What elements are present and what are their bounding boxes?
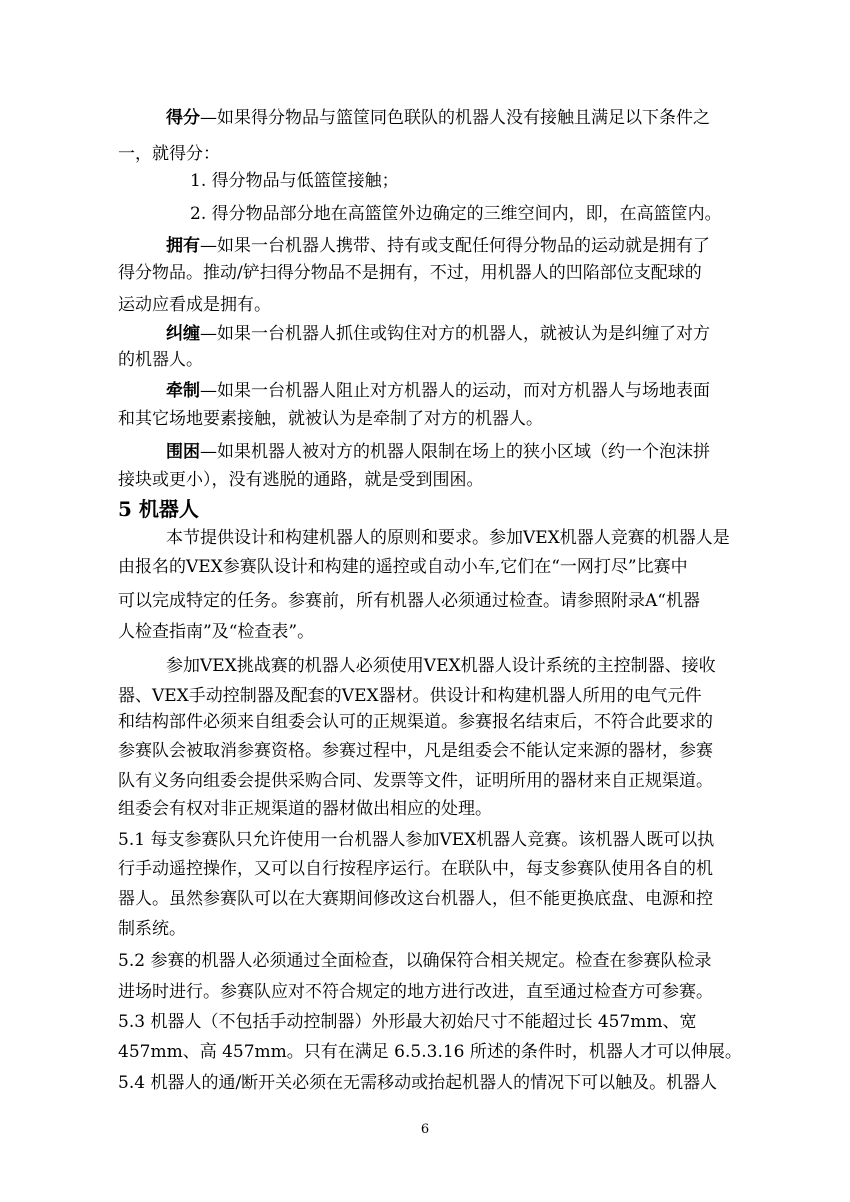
term-pin: 牵制 xyxy=(166,381,200,401)
paragraph-line: 和结构部件必须来自组委会认可的正规渠道。参赛报名结束后，不符合此要求的 xyxy=(118,712,713,732)
definition-text: —如果一台机器人携带、持有或支配任何得分物品的运动就是拥有了 xyxy=(200,236,710,256)
text-line: 一，就得分： xyxy=(118,144,220,164)
rule-line: 进场时进行。参赛队应对不符合规定的地方进行改进，直至通过检查方可参赛。 xyxy=(118,982,713,1002)
term-possess: 拥有 xyxy=(166,236,200,256)
paragraph-line: 参加VEX挑战赛的机器人必须使用VEX机器人设计系统的主控制器、接收 xyxy=(166,656,716,676)
term-entangle: 纠缠 xyxy=(166,324,200,344)
condition-item: 1. 得分物品与低篮筐接触； xyxy=(190,171,399,191)
rule-5-3: 5.3 机器人（不包括手动控制器）外形最大初始尺寸不能超过长 457mm、宽 xyxy=(118,1012,697,1032)
paragraph-line: 由报名的VEX参赛队设计和构建的遥控或自动小车,它们在“一网打尽”比赛中 xyxy=(118,557,688,577)
paragraph-line: 队有义务向组委会提供采购合同、发票等文件，证明所用的器材来自正规渠道。 xyxy=(118,771,713,791)
paragraph-line: 可以完成特定的任务。参赛前，所有机器人必须通过检查。请参照附录A“机器 xyxy=(118,591,700,611)
rule-5-2: 5.2 参赛的机器人必须通过全面检查，以确保符合相关规定。检查在参赛队检录 xyxy=(118,951,712,971)
definition-possess xyxy=(166,236,710,256)
paragraph-line: 参赛队会被取消参赛资格。参赛过程中，凡是组委会不能认定来源的器材，参赛 xyxy=(118,741,713,761)
term-scoring: 得分 xyxy=(166,108,200,128)
text-line: 和其它场地要素接触，就被认为是牵制了对方的机器人。 xyxy=(118,409,543,429)
rule-line: 457mm、高 457mm。只有在满足 6.5.3.16 所述的条件时，机器人才可以伸展。 xyxy=(118,1042,742,1062)
rule-line: 行手动遥控操作，又可以自行按程序运行。在联队中，每支参赛队使用各自的机 xyxy=(118,859,713,879)
definition-scoring xyxy=(166,108,710,128)
page-number: 6 xyxy=(420,1122,430,1137)
rule-line: 制系统。 xyxy=(118,919,186,939)
term-trap: 围困 xyxy=(166,442,200,462)
paragraph-line: 本节提供设计和构建机器人的原则和要求。参加VEX机器人竞赛的机器人是 xyxy=(166,528,730,548)
definition-text: —如果一台机器人阻止对方机器人的运动，而对方机器人与场地表面 xyxy=(200,381,710,401)
definition-entangle xyxy=(166,324,710,344)
rule-5-4: 5.4 机器人的通/断开关必须在无需移动或抬起机器人的情况下可以触及。机器人 xyxy=(118,1073,718,1093)
paragraph-line: 人检查指南”及“检查表”。 xyxy=(118,622,315,642)
definition-trap xyxy=(166,442,710,462)
definition-text: —如果得分物品与篮筐同色联队的机器人没有接触且满足以下条件之 xyxy=(200,108,710,128)
text-line: 得分物品。推动/铲扫得分物品不是拥有，不过，用机器人的凹陷部位支配球的 xyxy=(118,263,702,283)
text-line: 接块或更小），没有逃脱的通路，就是受到围困。 xyxy=(118,470,484,490)
definition-pin xyxy=(166,381,710,401)
section-heading: 5 机器人 xyxy=(118,497,199,521)
condition-item: 2. 得分物品部分地在高篮筐外边确定的三维空间内，即，在高篮筐内。 xyxy=(190,204,722,224)
rule-line: 器人。虽然参赛队可以在大赛期间修改这台机器人，但不能更换底盘、电源和控 xyxy=(118,889,713,909)
text-line: 的机器人。 xyxy=(118,350,203,370)
rule-5-1: 5.1 每支参赛队只允许使用一台机器人参加VEX机器人竞赛。该机器人既可以执 xyxy=(118,830,715,850)
paragraph-line: 器、VEX手动控制器及配套的VEX器材。供设计和构建机器人所用的电气元件 xyxy=(118,686,702,706)
text-line: 运动应看成是拥有。 xyxy=(118,295,271,315)
paragraph-line: 组委会有权对非正规渠道的器材做出相应的处理。 xyxy=(118,799,492,819)
definition-text: —如果机器人被对方的机器人限制在场上的狭小区域（约一个泡沫拼 xyxy=(200,442,710,462)
definition-text: —如果一台机器人抓住或钩住对方的机器人，就被认为是纠缠了对方 xyxy=(200,324,710,344)
